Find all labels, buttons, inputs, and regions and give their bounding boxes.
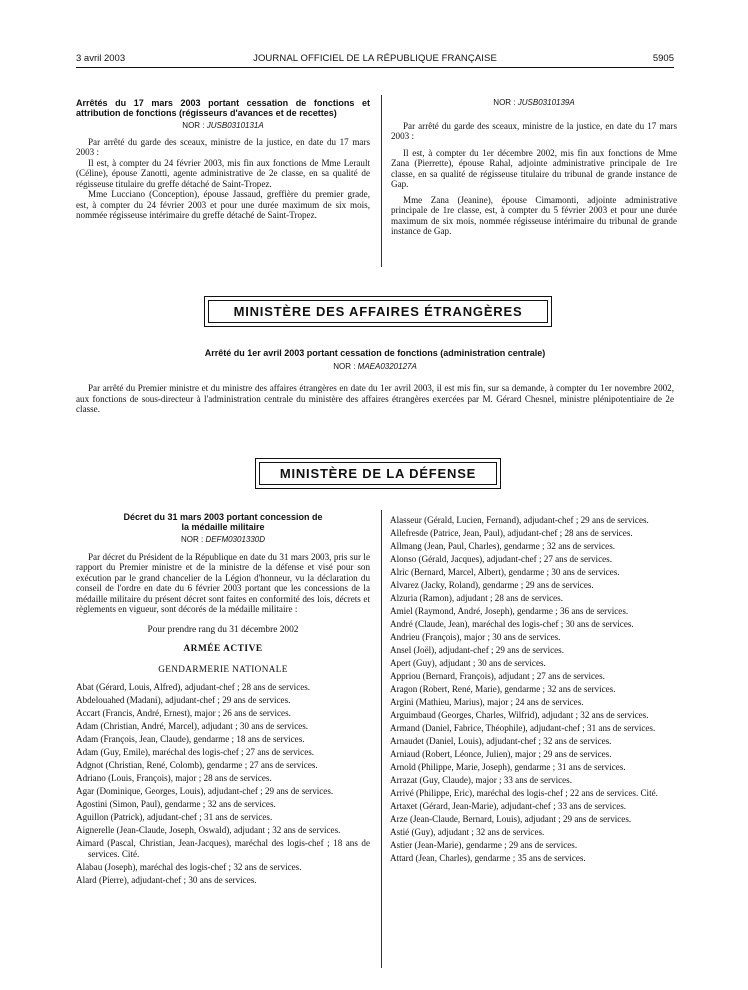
column-divider: [381, 95, 382, 267]
header-date: 3 avril 2003: [76, 53, 126, 64]
list-item: Arnaudet (Daniel, Louis), adjudant-chef ; 32 ans de services.: [390, 736, 612, 746]
list-item: Aignerelle (Jean-Claude, Joseph, Oswald), adjudant ; 32 ans de services.: [76, 825, 341, 835]
list-item: Amiel (Raymond, André, Joseph), gendarme ; 36 ans de services.: [390, 606, 629, 616]
list-item: Artaxet (Gérard, Jean-Marie), adjudant-chef ; 33 ans de services.: [390, 801, 627, 811]
ministry-box-defense: [255, 458, 501, 489]
nor-label: NOR :: [493, 98, 516, 107]
nor-reference: [76, 535, 370, 546]
list-item: Agar (Dominique, Georges, Louis), adjudant-chef ; 29 ans de services.: [76, 786, 334, 796]
list-item: Adam (Guy, Emile), maréchal des logis-chef ; 27 ans de services.: [76, 747, 315, 757]
list-item: Abdelouahed (Madani), adjudant-chef ; 29 ans de services.: [76, 695, 291, 705]
arrete-title: Arrêtés du 17 mars 2003 portant cessation de fonctions et attribution de fonctions (régisseurs d'avances et de recettes): [76, 98, 370, 118]
list-item: Armand (Daniel, Fabrice, Théophile), adjudant-chef ; 31 ans de services.: [390, 723, 656, 733]
paragraph: Il est, à compter du 1er décembre 2002, mis fin aux fonctions de Mme Zana (Pierrette), épouse Rahal, adjointe administrative principale de 1re classe, en sa qualité de régisseuse titulaire du tribunal de grande instance de Gap.: [391, 147, 677, 189]
arrete-title: Arrêté du 1er avril 2003 portant cessation de fonctions (administration centrale): [204, 348, 546, 358]
list-item: Argini (Mathieu, Marius), major ; 24 ans de services.: [390, 697, 584, 707]
top-right-column: [391, 98, 677, 237]
nor-reference: [76, 362, 674, 371]
list-item: Alzuria (Ramon), adjudant ; 28 ans de services.: [390, 593, 563, 603]
nor-reference: [76, 121, 370, 132]
list-item: Adam (Christian, André, Marcel), adjudant ; 30 ans de services.: [76, 721, 309, 731]
list-item: Astié (Guy), adjudant ; 32 ans de services.: [390, 827, 545, 837]
paragraph: Par arrêté du garde des sceaux, ministre de la justice, en date du 17 mars 2003 :: [76, 136, 370, 157]
entry-list: [390, 515, 677, 864]
nor-label: NOR :: [333, 362, 356, 371]
list-item: Appriou (Bernard, François), adjudant ; 27 ans de services.: [390, 671, 605, 681]
list-item: Allefresde (Patrice, Jean, Paul), adjudant-chef ; 28 ans de services.: [390, 528, 633, 538]
paragraph: Mme Lucciano (Conception), épouse Jassaud, greffière du premier grade, est, à compter du 24 février 2003 et pour une durée maximum de six mois, nommée régisseuse intérimaire du greffe détaché de Saint-Tropez.: [76, 189, 370, 220]
list-item: Alonso (Gérald, Jacques), adjudant-chef ; 27 ans de services.: [390, 554, 612, 564]
subsection-heading: GENDARMERIE NATIONALE: [158, 663, 288, 674]
column-divider: [381, 510, 382, 968]
list-item: Adgnot (Christian, René, Colomb), gendarme ; 27 ans de services.: [76, 760, 318, 770]
list-item: Arze (Jean-Claude, Bernard, Louis), adjudant ; 29 ans de services.: [390, 814, 632, 824]
section-heading: ARMÉE ACTIVE: [183, 644, 263, 654]
list-item: Adam (François, Jean, Claude), gendarme ; 18 ans de services.: [76, 734, 305, 744]
list-item: Abat (Gérard, Louis, Alfred), adjudant-chef ; 28 ans de services.: [76, 682, 311, 692]
list-item: Alasseur (Gérald, Lucien, Fernand), adjudant-chef ; 29 ans de services.: [390, 515, 649, 525]
list-item: Arguimbaud (Georges, Charles, Wilfrid), adjudant ; 32 ans de services.: [390, 710, 649, 720]
list-item: Alvarez (Jacky, Roland), gendarme ; 29 ans de services.: [390, 580, 594, 590]
ministry-title: MINISTÈRE DE LA DÉFENSE: [259, 462, 497, 485]
nor-reference: [391, 98, 677, 109]
paragraph: Mme Zana (Jeanine), épouse Cimamonti, adjointe administrative principale de 1re classe, est, à compter du 5 février 2003 et pour une durée maximum de six mois, nommée régisseuse intérimaire du tribunal de grande instance de Gap.: [391, 194, 677, 236]
paragraph: Par arrêté du garde des sceaux, ministre de la justice, en date du 17 mars 2003 :: [391, 120, 677, 141]
list-item: Aragon (Robert, René, Marie), gendarme ; 32 ans de services.: [390, 684, 616, 694]
list-item: Alard (Pierre), adjudant-chef ; 30 ans de services.: [76, 874, 257, 885]
defense-right-column: [390, 515, 677, 864]
ministry-title: MINISTÈRE DES AFFAIRES ÉTRANGÈRES: [208, 300, 548, 323]
list-item: Accart (Francis, André, Ernest), major ; 26 ans de services.: [76, 708, 291, 718]
nor-code: DEFM0301330D: [205, 535, 266, 544]
list-item: Arrivé (Philippe, Eric), maréchal des logis-chef ; 22 ans de services. Cité.: [390, 788, 658, 798]
nor-label: NOR :: [180, 535, 204, 544]
nor-code: JUSB0310139A: [517, 98, 575, 107]
top-left-column: [76, 98, 370, 221]
ministry-box-affaires-etrangeres: [204, 296, 552, 327]
list-item: Agostini (Simon, Paul), gendarme ; 32 ans de services.: [76, 799, 276, 809]
list-item: Andrieu (François), major ; 30 ans de services.: [390, 632, 561, 642]
paragraph: Par décret du Président de la République en date du 31 mars 2003, pris sur le rapport du Premier ministre et de la ministre de la défense et visé pour son exécution par le grand chancelier de la Légion d'honneur, vu la déclaration du conseil de l'ordre en date du 6 février 2003 portant que les concessions de la médaille militaire du présent décret sont faites en conformité des lois, décrets et règlements en vigueur, sont décorés de la médaille militaire :: [76, 551, 370, 614]
list-item: Alabau (Joseph), maréchal des logis-chef ; 32 ans de services.: [76, 861, 302, 872]
nor-code: JUSB0310131A: [206, 121, 264, 130]
rang-heading: Pour prendre rang du 31 décembre 2002: [147, 624, 299, 635]
decret-title: Décret du 31 mars 2003 portant concession de la médaille militaire: [123, 512, 323, 532]
list-item: Ansel (Joël), adjudant-chef ; 29 ans de services.: [390, 645, 564, 655]
nor-code: MAEA0320127A: [357, 362, 417, 371]
nor-label: NOR :: [182, 121, 205, 130]
page-number: 5905: [652, 53, 674, 64]
entry-list: [76, 682, 370, 885]
list-item: Aguillon (Patrick), adjudant-chef ; 31 ans de services.: [76, 812, 273, 822]
defense-left-column: [76, 512, 370, 885]
list-item: André (Claude, Jean), maréchal des logis-chef ; 30 ans de services.: [390, 619, 634, 629]
header-rule: [76, 67, 674, 68]
list-item: Attard (Jean, Charles), gendarme ; 35 ans de services.: [390, 853, 586, 863]
list-item: Apert (Guy), adjudant ; 30 ans de services.: [390, 658, 546, 668]
paragraph: Il est, à compter du 24 février 2003, mis fin aux fonctions de Mme Lerault (Céline), épouse Zanotti, agente administrative de 2e classe, en sa qualité de régisseuse titulaire du greffe détaché de Saint-Tropez.: [76, 157, 370, 189]
paragraph: Par arrêté du Premier ministre et du ministre des affaires étrangères en date du 1er avril 2003, il est mis fin, sur sa demande, à compter du 1er novembre 2002, aux fonctions de sous-directeur à l'administration centrale du ministère des affaires étrangères exercées par M. Gérard Chesnel, ministre plénipotentiaire de 2e classe.: [76, 383, 674, 414]
list-item: Adriano (Louis, François), major ; 28 ans de services.: [76, 773, 272, 783]
page-header: [76, 53, 674, 67]
list-item: Astier (Jean-Marie), gendarme ; 29 ans de services.: [390, 840, 578, 850]
list-item: Arrazat (Guy, Claude), major ; 33 ans de services.: [390, 775, 572, 785]
journal-title: JOURNAL OFFICIEL DE LA RÉPUBLIQUE FRANÇAISE: [253, 53, 497, 64]
list-item: Aimard (Pascal, Christian, Jean-Jacques), maréchal des logis-chef ; 18 ans de services. Cité.: [76, 838, 370, 859]
list-item: Allmang (Jean, Paul, Charles), gendarme ; 32 ans de services.: [390, 541, 616, 551]
list-item: Arnold (Philippe, Marie, Joseph), gendarme ; 31 ans de services.: [390, 762, 626, 772]
list-item: Alric (Bernard, Marcel, Albert), gendarme ; 30 ans de services.: [390, 567, 620, 577]
list-item: Arniaud (Robert, Léonce, Julien), major ; 29 ans de services.: [390, 749, 612, 759]
